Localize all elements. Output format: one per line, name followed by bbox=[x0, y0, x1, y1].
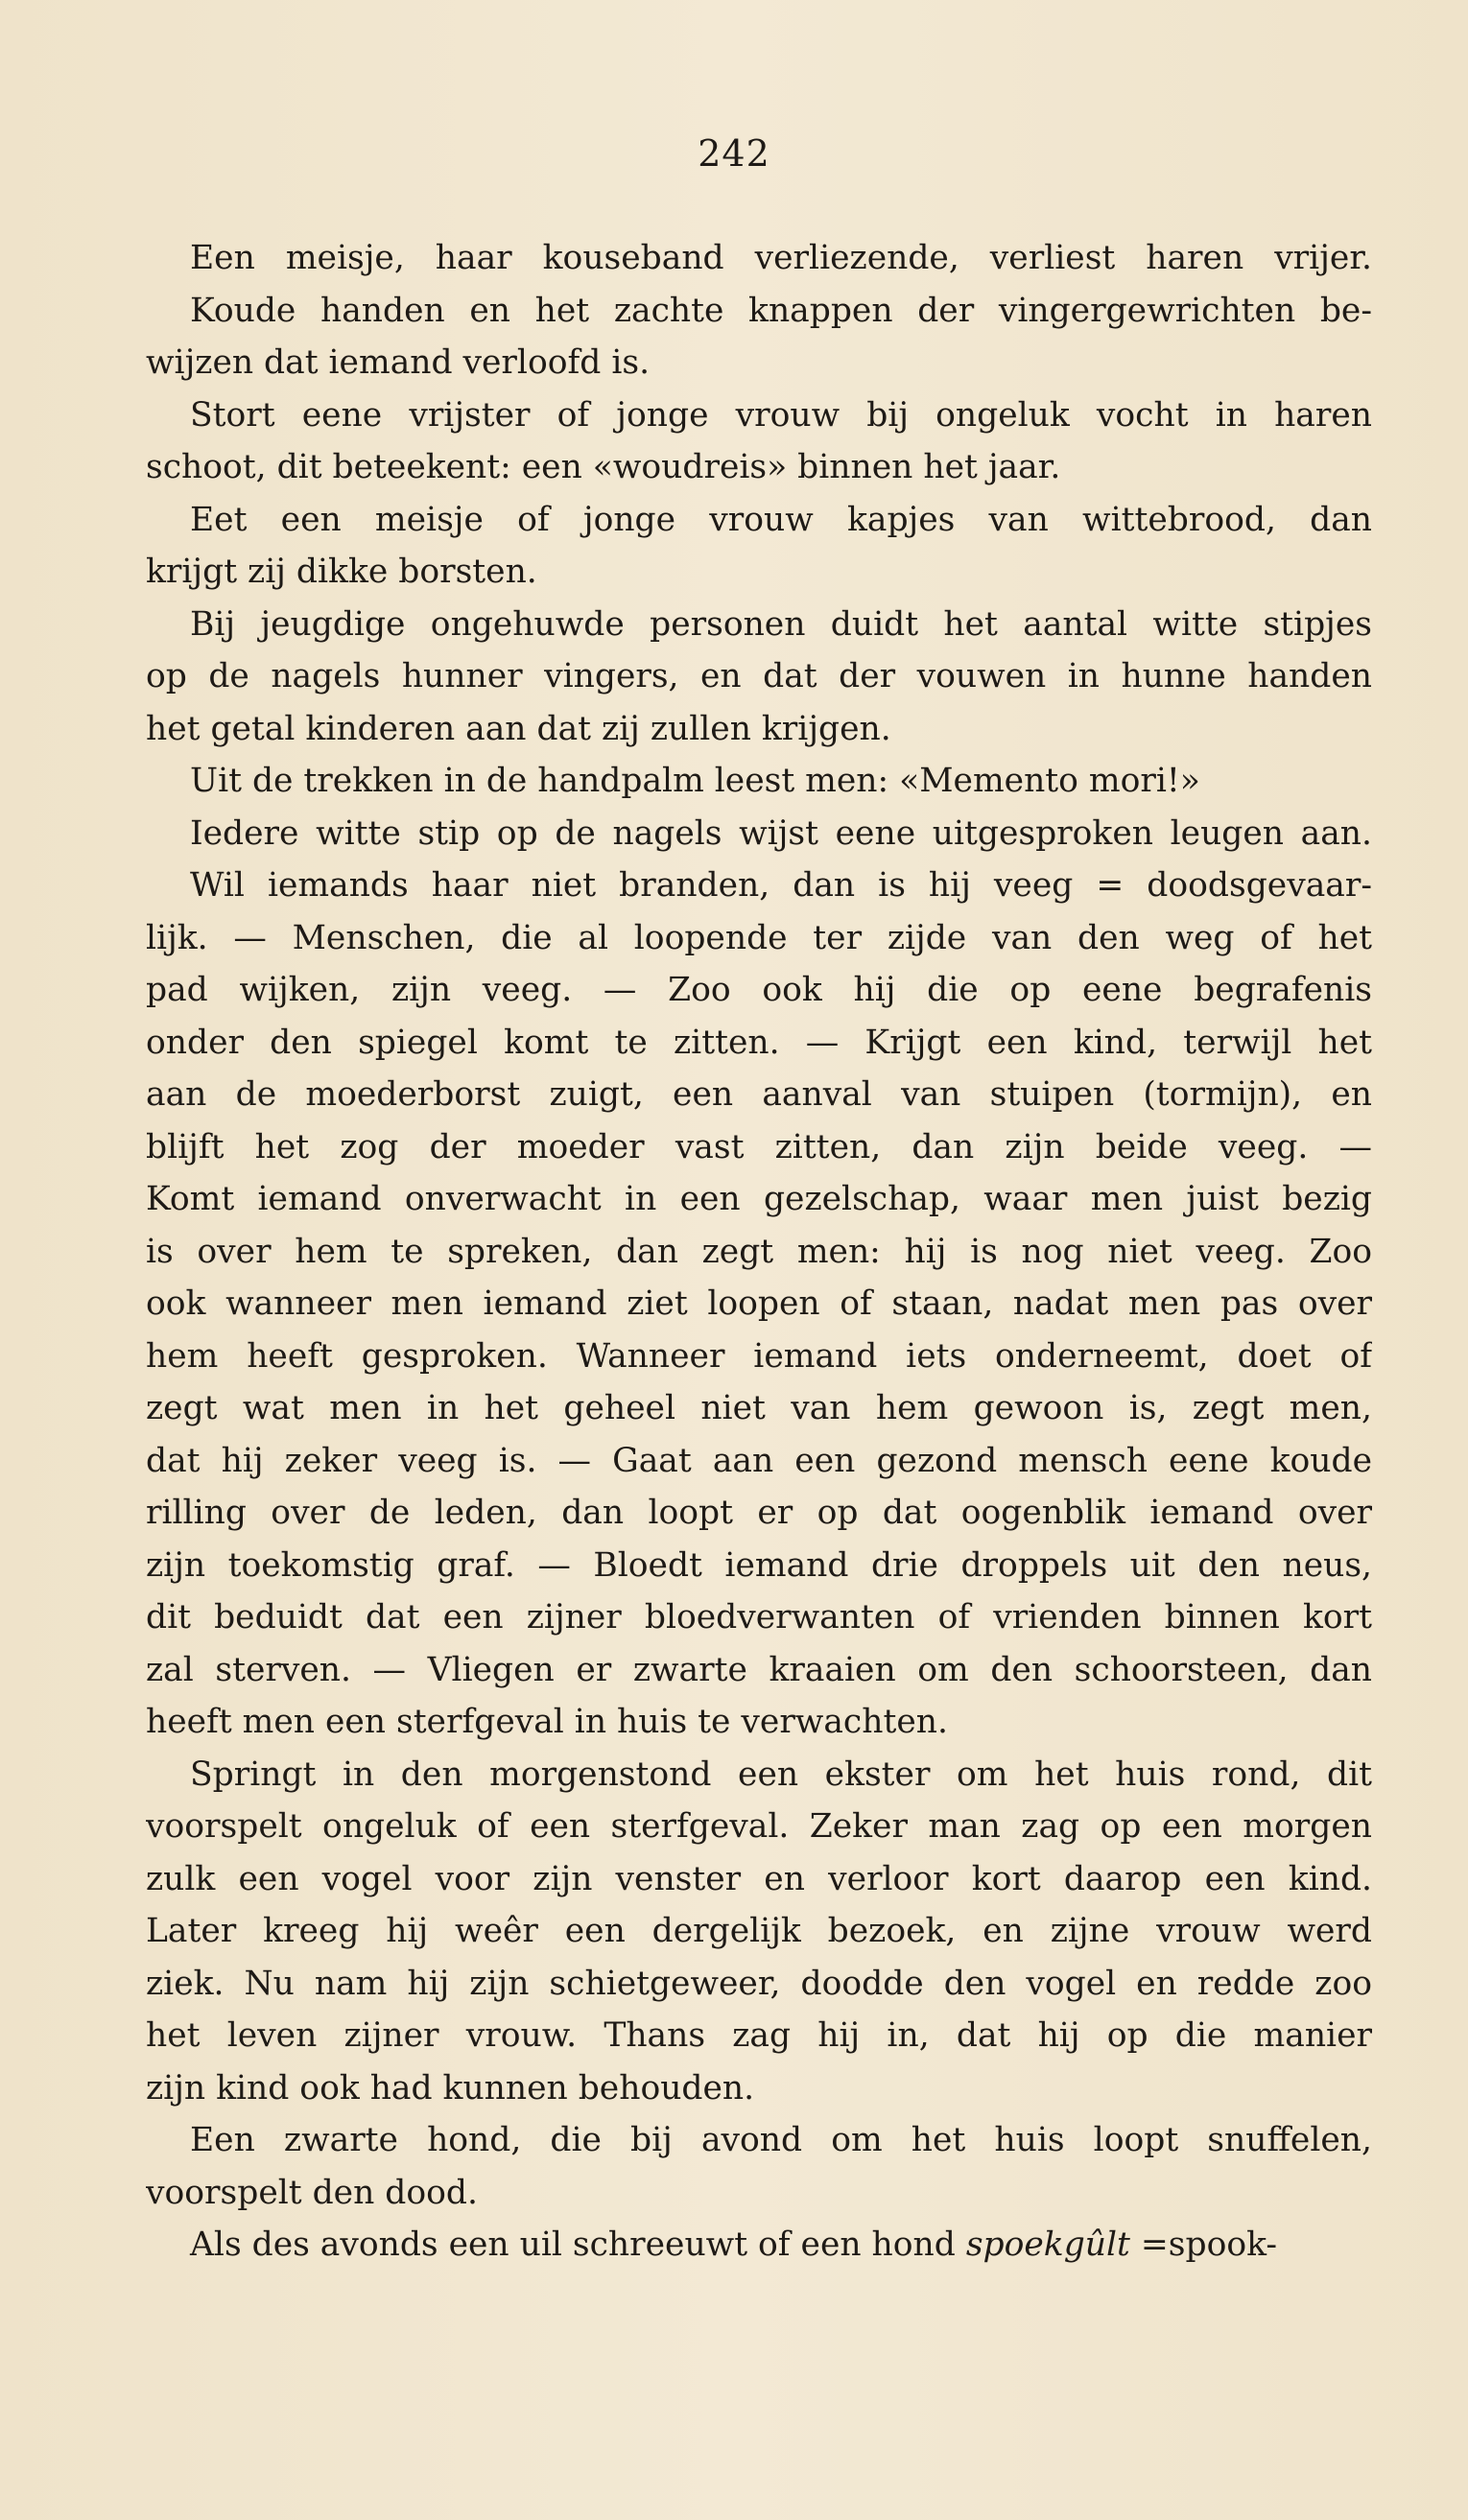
text-line: Eet een meisje of jonge vrouw kapjes van wittebrood, dan bbox=[190, 500, 1372, 539]
text-line: schoot, dit beteekent: een «woudreis» binnen het jaar. bbox=[146, 448, 1061, 486]
text-line: aan de moederborst zuigt, een aanval van stuipen (tormijn), en bbox=[146, 1075, 1372, 1114]
page-number: 242 bbox=[698, 132, 770, 175]
text-line: Iedere witte stip op de nagels wijst eene uitgesproken leugen aan. bbox=[190, 813, 1372, 853]
text-line: Een meisje, haar kouseband verliezende, verliest haren vrijer. bbox=[190, 239, 1372, 277]
text-line: heeft men een sterfgeval in huis te verwachten. bbox=[146, 1703, 948, 1741]
text-line: hem heeft gesproken. Wanneer iemand iets onderneemt, doet of bbox=[146, 1336, 1372, 1376]
text-line: het getal kinderen aan dat zij zullen krijgen. bbox=[146, 709, 891, 748]
text-line: Uit de trekken in de handpalm leest men: «Memento mori!» bbox=[190, 762, 1200, 800]
text-line: Koude handen en het zachte knappen der vingergewrichten be- bbox=[190, 291, 1372, 330]
text-line: Een zwarte hond, die bij avond om het huis loopt snuffelen, bbox=[190, 2121, 1372, 2159]
text-line: wijzen dat iemand verloofd is. bbox=[146, 343, 651, 382]
text-line: pad wijken, zijn veeg. — Zoo ook hij die op eene begrafenis bbox=[146, 971, 1372, 1009]
text-line: krijgt zij dikke borsten. bbox=[146, 553, 537, 591]
text-line: onder den spiegel komt te zitten. — Krijgt een kind, terwijl het bbox=[146, 1023, 1372, 1062]
text-line: zijn toekomstig graf. — Bloedt iemand drie droppels uit den neus, bbox=[146, 1545, 1372, 1585]
text-line: is over hem te spreken, dan zegt men: hij is nog niet veeg. Zoo bbox=[146, 1232, 1372, 1271]
text-line: Stort eene vrijster of jonge vrouw bij ongeluk vocht in haren bbox=[190, 395, 1372, 435]
text-line: Wil iemands haar niet branden, dan is hij veeg = doodsgevaar- bbox=[190, 866, 1372, 905]
text-line: zulk een vogel voor zijn venster en verloor kort daarop een kind. bbox=[146, 1859, 1372, 1898]
text-line: voorspelt den dood. bbox=[146, 2173, 478, 2212]
text-line: dit beduidt dat een zijner bloedverwanten of vrienden binnen kort bbox=[146, 1598, 1372, 1637]
text-line: op de nagels hunner vingers, en dat der vouwen in hunne handen bbox=[146, 657, 1372, 695]
italic-term: spoekgûlt bbox=[965, 2226, 1130, 2264]
text-line: het leven zijner vrouw. Thans zag hij in, dat hij op die manier bbox=[146, 2016, 1372, 2055]
body-text bbox=[146, 232, 1372, 2272]
text-line: blijft het zog der moeder vast zitten, dan zijn beide veeg. — bbox=[146, 1127, 1372, 1166]
text-line: Later kreeg hij weêr een dergelijk bezoek, en zijne vrouw werd bbox=[146, 1912, 1372, 1950]
text-line: zal sterven. — Vliegen er zwarte kraaien om den schoorsteen, dan bbox=[146, 1650, 1372, 1689]
text-line: voorspelt ongeluk of een sterfgeval. Zeker man zag op een morgen bbox=[146, 1807, 1372, 1846]
text-line: zijn kind ook had kunnen behouden. bbox=[146, 2068, 755, 2108]
text-line: rilling over de leden, dan loopt er op dat oogenblik iemand over bbox=[146, 1494, 1372, 1532]
text-line: lijk. — Menschen, die al loopende ter zijde van den weg of het bbox=[146, 918, 1372, 957]
text-line: dat hij zeker veeg is. — Gaat aan een gezond mensch eene koude bbox=[146, 1441, 1372, 1480]
text-line: zegt wat men in het geheel niet van hem gewoon is, zegt men, bbox=[146, 1389, 1372, 1427]
text-line: ook wanneer men iemand ziet loopen of staan, nadat men pas over bbox=[146, 1284, 1372, 1323]
text-line: Komt iemand onverwacht in een gezelschap, waar men juist bezig bbox=[146, 1180, 1372, 1218]
text-line: Springt in den morgenstond een ekster om het huis rond, dit bbox=[190, 1755, 1372, 1794]
text-line: Als des avonds een uil schreeuwt of een hond spoekgûlt =spook- bbox=[190, 2226, 1278, 2264]
text-line: ziek. Nu nam hij zijn schietgeweer, doodde den vogel en redde zoo bbox=[146, 1964, 1372, 2003]
text-line: Bij jeugdige ongehuwde personen duidt het aantal witte stipjes bbox=[190, 604, 1372, 644]
